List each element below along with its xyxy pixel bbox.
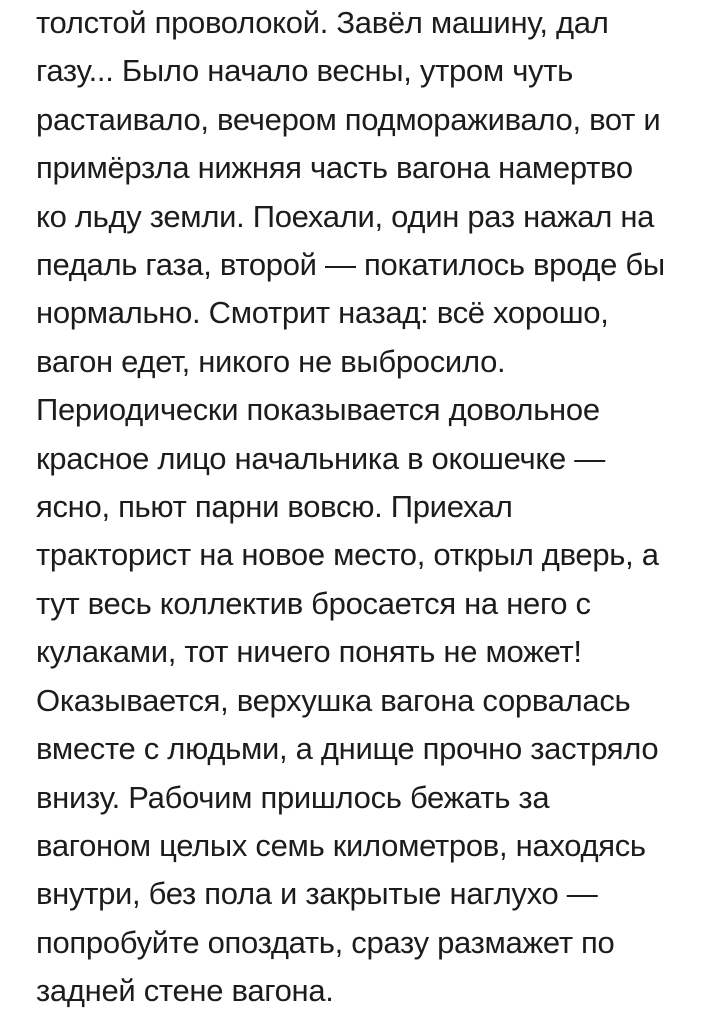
text-line: тут весь коллектив бросается на него с [36,585,591,621]
text-line: толстой проволокой. Завёл машину, дал [36,5,609,40]
text-line: педаль газа, второй — покатилось вроде бы [36,247,665,283]
text-line: ясно, пьют парни вовсю. Приехал [36,489,513,525]
text-line: вагон едет, никого не выбросило. [36,343,506,379]
text-line: примёрзла нижняя часть вагона намертво [36,150,633,186]
text-line: вместе с людьми, а днище прочно застряло [36,731,659,767]
text-line: Оказывается, верхушка вагона сорвалась [36,682,631,718]
text-line: ко льду земли. Поехали, один раз нажал на [36,198,655,234]
article-text [36,0,706,1016]
text-line: задней стене вагона. [36,973,334,1009]
text-line: внутри, без пола и закрытые наглухо — [36,876,598,912]
text-line: кулаками, тот ничего понять не может! [36,634,582,670]
text-line: растаивало, вечером подмораживало, вот и [36,101,661,137]
text-line: Периодически показывается довольное [36,392,600,428]
text-line: нормально. Смотрит назад: всё хорошо, [36,295,609,331]
text-line: попробуйте опоздать, сразу размажет по [36,924,615,960]
text-line: красное лицо начальника в окошечке — [36,440,605,476]
text-line: тракторист на новое место, открыл дверь, а [36,537,659,573]
text-line: вагоном целых семь километров, находясь [36,827,646,863]
text-line: внизу. Рабочим пришлось бежать за [36,779,550,815]
text-line: газу... Было начало весны, утром чуть [36,53,574,89]
